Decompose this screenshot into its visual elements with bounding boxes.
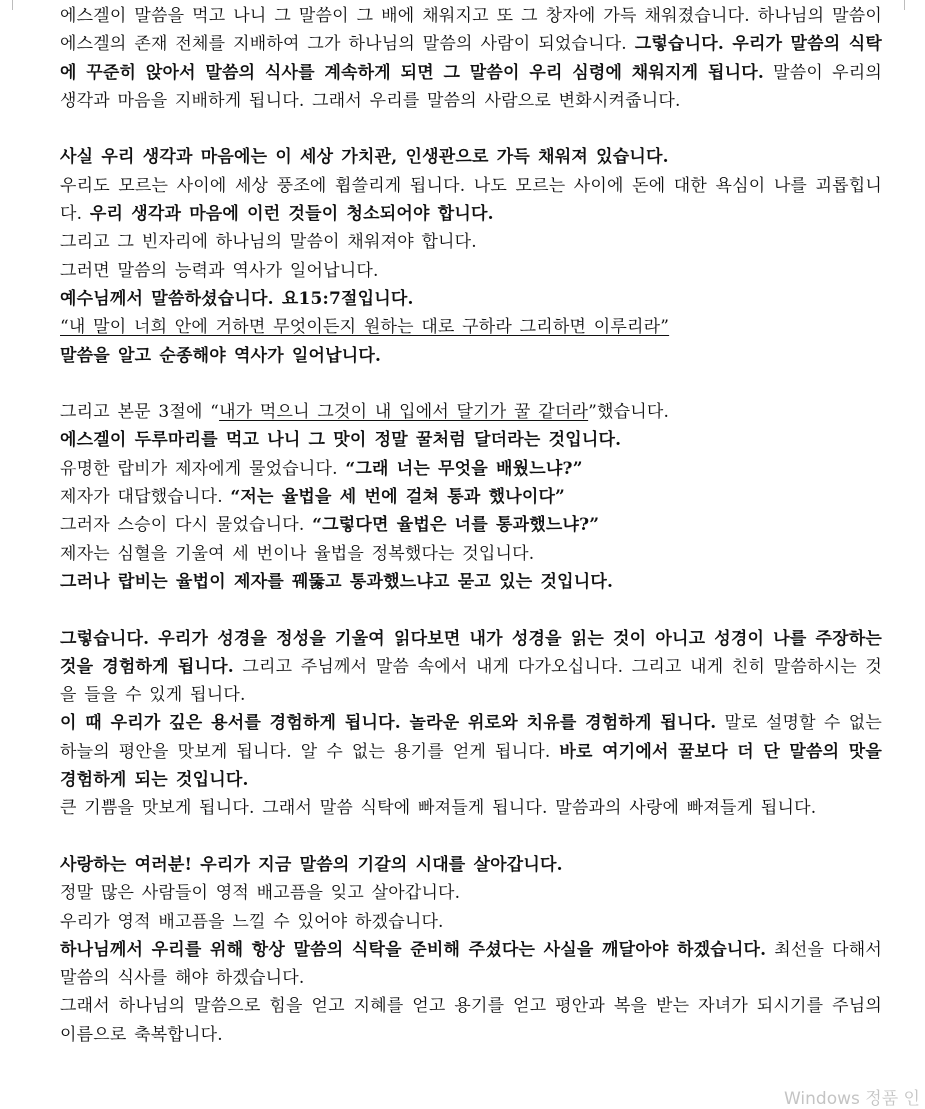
paragraph [60,483,882,511]
text-run: 최선을 다해서 말씀의 식사를 해야 하겠습니다. [60,939,882,989]
bold-text-run: 우리 생각과 마음에 이런 것들이 청소되어야 합니다. [89,204,494,225]
paragraph [60,851,882,879]
paragraph [60,511,882,539]
bold-text-run: 사랑하는 여러분! 우리가 지금 말씀의 기갈의 시대를 살아갑니다. [60,854,563,875]
text-run: 말로 설명할 수 없는 하늘의 평안을 맛보게 됩니다. 알 수 없는 용기를 얻게 됩니다. [60,713,882,762]
paragraph [60,257,882,285]
text-run: 우리도 모르는 사이에 세상 풍조에 휩쓸리게 됩니다. 나도 모르는 사이에 돈에 대한 욕심이 나를 괴롭힙니다. [60,175,882,225]
text-run: 우리가 영적 배고픔을 느낄 수 있어야 하겠습니다. [60,911,444,932]
underlined-quote-run: 내가 먹으니 그것이 내 입에서 달기가 꿀 같더라 [219,402,589,423]
paragraph [60,228,882,256]
bold-text-run: 에스겔이 두루마리를 먹고 나니 그 맛이 정말 꿀처럼 달더라는 것입니다. [60,430,622,451]
paragraph [60,936,882,993]
text-run: 말씀이 우리의 생각과 마음을 지배하게 됩니다. 그래서 우리를 말씀의 사람으로 변화시켜줍니다. [60,62,882,111]
paragraph [60,143,882,171]
bold-text-run: 그러나 랍비는 율법이 제자를 꿰뚫고 통과했느냐고 묻고 있는 것입니다. [60,571,614,592]
paragraph [60,172,882,229]
paragraph [60,313,882,341]
page-border-right [904,0,905,10]
paragraph [60,794,882,822]
paragraph [60,879,882,907]
paragraph [60,285,882,313]
text-run: 그리고 그 빈자리에 하나님의 말씀이 채워져야 합니다. [60,232,477,253]
text-run: ”했습니다. [588,402,670,423]
text-run: 그리고 주님께서 말씀 속에서 내게 다가오십니다. 그리고 내게 친히 말씀하시는 것을 들을 수 있게 됩니다. [60,656,882,706]
bold-text-run: 예수님께서 말씀하셨습니다. 요15:7절입니다. [60,288,414,309]
page-border-left [12,0,13,10]
bold-text-run: 바로 여기에서 꿀보다 더 단 말씀의 맛을 경험하게 되는 것입니다. [60,741,882,791]
paragraph [60,908,882,936]
bold-text-run: “저는 율법을 세 번에 걸쳐 통과 했나이다” [230,487,566,508]
text-run: 제자가 대답했습니다. [60,487,231,508]
text-run: 정말 많은 사람들이 영적 배고픔을 잊고 살아갑니다. [60,883,461,904]
paragraph [60,625,882,710]
text-run: 큰 기쁨을 맛보게 됩니다. 그래서 말씀 식탁에 빠져들게 됩니다. 말씀과의 사랑에 빠져들게 됩니다. [60,798,817,819]
bold-text-run: 이 때 우리가 깊은 용서를 경험하게 됩니다. 놀라운 위로와 치유를 경험하게 됩니다. [60,713,717,734]
paragraph [60,540,882,568]
paragraph [60,992,882,1049]
text-run: 그러면 말씀의 능력과 역사가 일어납니다. [60,260,379,281]
paragraph [60,398,882,426]
bold-text-run: 그렇습니다. 우리가 말씀의 식탁에 꾸준히 앉아서 말씀의 식사를 계속하게 되면 그 말씀이 우리 심령에 채워지게 됩니다. [60,34,882,83]
paragraph [60,709,882,794]
windows-activation-watermark: Windows 정품 인 [784,1089,920,1109]
bold-text-run: 말씀을 알고 순종해야 역사가 일어납니다. [60,345,382,366]
text-run: 그리고 본문 3절에 “ [60,402,220,423]
document-body [60,2,882,1049]
bold-text-run: 그렇습니다. 우리가 성경을 정성을 기울여 읽다보면 내가 성경을 읽는 것이 아니고 성경이 나를 주장하는 것을 경험하게 됩니다. [60,628,882,677]
text-run: 에스겔이 말씀을 먹고 나니 그 말씀이 그 배에 채워지고 또 그 창자에 가득 채워졌습니다. 하나님의 말씀이 에스겔의 존재 전체를 지배하여 그가 하나님의 말씀의 사람이 되었습니다. [60,6,882,55]
bold-text-run: “그렇다면 율법은 너를 통과했느냐?” [312,515,600,536]
text-run: 그래서 하나님의 말씀으로 힘을 얻고 지혜를 얻고 용기를 얻고 평안과 복을 받는 자녀가 되시기를 주님의 이름으로 축복합니다. [60,996,882,1045]
text-run: 그러자 스승이 다시 물었습니다. [60,515,313,536]
paragraph [60,426,882,454]
text-run: 제자는 심혈을 기울여 세 번이나 율법을 정복했다는 것입니다. [60,543,535,564]
text-run: 유명한 랍비가 제자에게 물었습니다. [60,458,346,479]
bold-text-run: “그래 너는 무엇을 배웠느냐?” [345,458,583,479]
bold-text-run: 사실 우리 생각과 마음에는 이 세상 가치관, 인생관으로 가득 채워져 있습니다. [60,147,669,168]
paragraph [60,455,882,483]
underlined-quote-run: “내 말이 너희 안에 거하면 무엇이든지 원하는 대로 구하라 그리하면 이루리라” [60,317,670,338]
paragraph [60,2,882,115]
paragraph [60,568,882,596]
paragraph [60,342,882,370]
bold-text-run: 하나님께서 우리를 위해 항상 말씀의 식탁을 준비해 주셨다는 사실을 깨달아야 하겠습니다. [60,939,767,960]
